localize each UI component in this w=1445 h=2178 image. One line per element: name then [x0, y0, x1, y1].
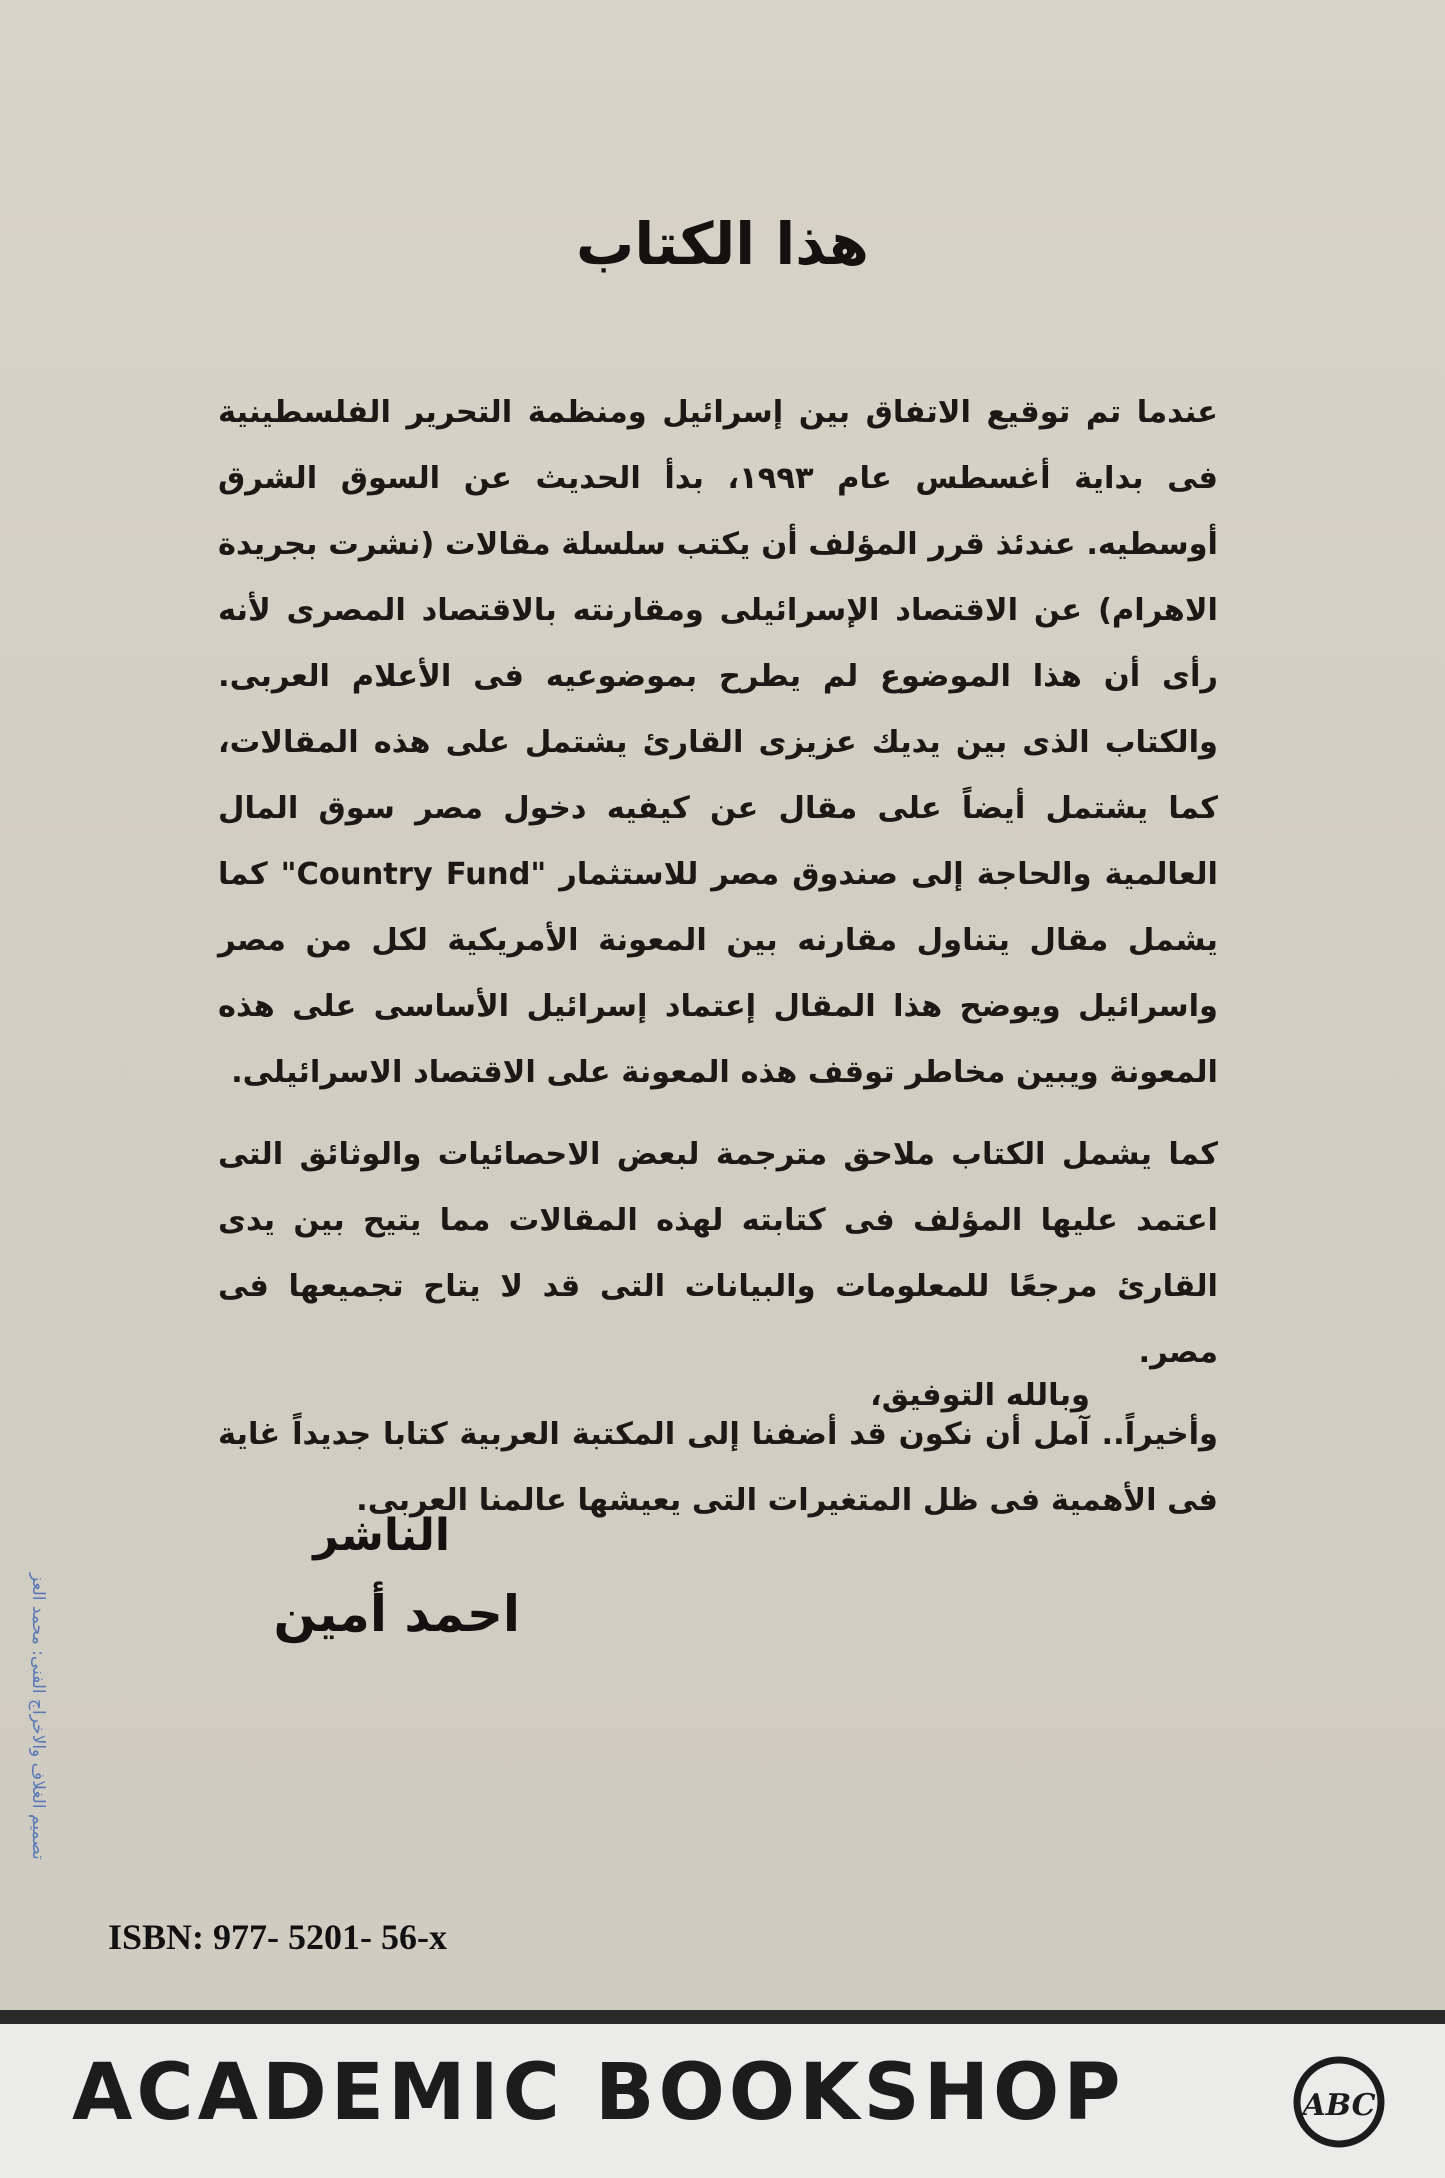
publisher-label: الناشر	[313, 1510, 450, 1561]
paragraph-2: كما يشمل الكتاب ملاحق مترجمة لبعض الاحصائيات والوثائق التى اعتمد عليها المؤلف فى كتابته لهذه المقالات مما يتيح بين يدى القارئ مرجعًا للمعلومات والبيانات التى قد لا يتاح تجميعها فى مصر.	[218, 1137, 1218, 1370]
description-text	[218, 380, 1218, 1550]
footer-divider	[0, 2010, 1445, 2024]
paragraph-1: عندما تم توقيع الاتفاق بين إسرائيل ومنظمة التحرير الفلسطينية فى بداية أغسطس عام ١٩٩٣، بدأ الحديث عن السوق الشرق أوسطيه. عندئذ قرر المؤلف أن يكتب سلسلة مقالات (نشرت بجريدة الاهرام) عن الاقتصاد الإسرائيلى ومقارنته بالاقتصاد المصرى لأنه رأى أن هذا الموضوع لم يطرح بموضوعيه فى الأعلام العربى. والكتاب الذى بين يديك عزيزى القارئ يشتمل على هذه المقالات، كما يشتمل أيضاً على مقال عن كيفيه دخول مصر سوق المال العالمية والحاجة إلى صندوق مصر للاستثمار "Country Fund" كما يشمل مقال يتناول مقارنه بين المعونة الأمريكية لكل من مصر واسرائيل ويوضح هذا المقال إعتماد إسرائيل الأساسى على هذه المعونة ويبين مخاطر توقف هذه المعونة على الاقتصاد الاسرائيلى.	[218, 395, 1218, 1090]
abc-bookshop-logo-icon	[1292, 2055, 1386, 2149]
bookshop-name: ACADEMIC BOOKSHOP	[72, 2048, 1125, 2138]
cover-heading: هذا الكتاب	[576, 210, 869, 278]
paragraph-3: وأخيراً.. آمل أن نكون قد أضفنا إلى المكتبة العربية كتابا جديداً غاية فى الأهمية فى ظل المتغيرات التى يعيشها عالمنا العربى.	[218, 1417, 1218, 1518]
design-credit: تصميم الغلاف والاخراج الفنى: محمد العز	[28, 1573, 48, 1860]
isbn: ISBN: 977- 5201- 56-x	[108, 1917, 447, 1957]
publisher-name: احمد أمين	[273, 1585, 520, 1643]
closing-phrase: وبالله التوفيق،	[870, 1378, 1090, 1413]
logo-text: ABC	[1302, 2088, 1376, 2123]
